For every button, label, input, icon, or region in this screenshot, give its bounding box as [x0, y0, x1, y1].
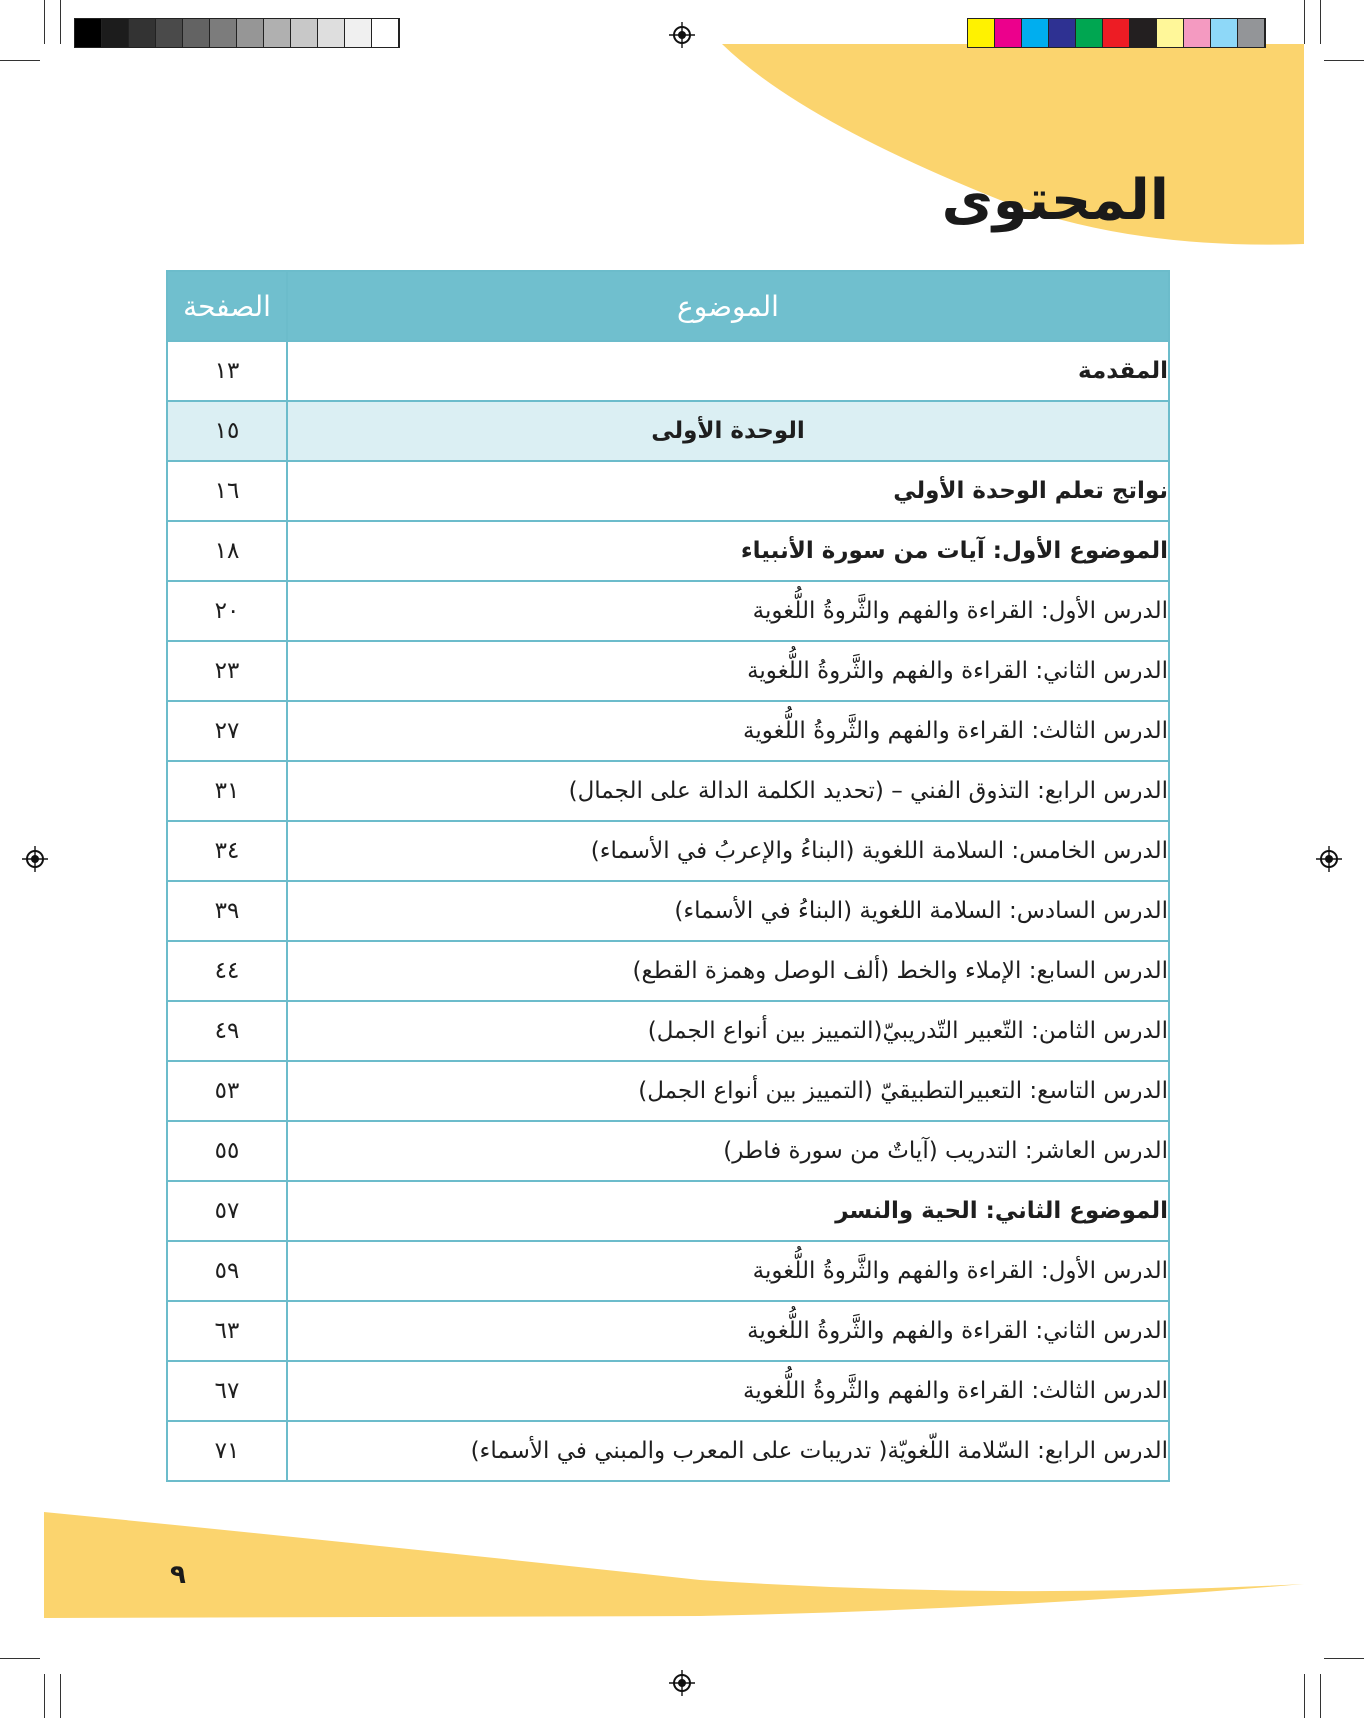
crop-mark — [44, 0, 45, 44]
header-topic: الموضوع — [287, 271, 1169, 341]
toc-topic: الدرس الأول: القراءة والفهم والثَّروةُ اللُّغوية — [287, 581, 1169, 641]
crop-mark — [0, 60, 40, 61]
toc-page-number: ٣٩ — [167, 881, 287, 941]
table-of-contents — [166, 270, 1170, 1482]
toc-page-number: ٤٤ — [167, 941, 287, 1001]
table-row — [167, 401, 1169, 461]
crop-mark — [1324, 60, 1364, 61]
crop-mark — [60, 1674, 61, 1718]
table-row — [167, 581, 1169, 641]
registration-mark-icon — [669, 1670, 695, 1696]
table-row — [167, 641, 1169, 701]
toc-topic: الدرس التاسع: التعبيرالتطبيقيّ (التمييز بين أنواع الجمل) — [287, 1061, 1169, 1121]
toc-topic: الدرس الأول: القراءة والفهم والثَّروةُ اللُّغوية — [287, 1241, 1169, 1301]
toc-topic: الدرس الرابع: التذوق الفني – (تحديد الكلمة الدالة على الجمال) — [287, 761, 1169, 821]
toc-topic: الوحدة الأولى — [287, 401, 1169, 461]
crop-mark — [0, 1658, 40, 1659]
crop-mark — [1304, 0, 1305, 44]
color-calibration-bar — [967, 18, 1266, 48]
table-header-row — [167, 271, 1169, 341]
table-row — [167, 341, 1169, 401]
toc-topic: الدرس السادس: السلامة اللغوية (البناءُ في الأسماء) — [287, 881, 1169, 941]
toc-page-number: ٥٧ — [167, 1181, 287, 1241]
crop-mark — [1320, 0, 1321, 44]
table-row — [167, 761, 1169, 821]
header-page: الصفحة — [167, 271, 287, 341]
toc-topic: الدرس الثامن: التّعبير التّدريبيّ(التمييز بين أنواع الجمل) — [287, 1001, 1169, 1061]
toc-page-number: ١٣ — [167, 341, 287, 401]
toc-topic: الدرس الخامس: السلامة اللغوية (البناءُ والإعربُ في الأسماء) — [287, 821, 1169, 881]
crop-mark — [1324, 1658, 1364, 1659]
toc-page-number: ٤٩ — [167, 1001, 287, 1061]
crop-mark — [1304, 1674, 1305, 1718]
crop-mark — [60, 0, 61, 44]
page-number: ٩ — [170, 1560, 186, 1590]
toc-topic: الموضوع الأول: آيات من سورة الأنبياء — [287, 521, 1169, 581]
toc-page-number: ٥٥ — [167, 1121, 287, 1181]
toc-body — [167, 341, 1169, 1481]
crop-mark — [1320, 1674, 1321, 1718]
toc-topic: الدرس السابع: الإملاء والخط (ألف الوصل وهمزة القطع) — [287, 941, 1169, 1001]
registration-mark-icon — [669, 22, 695, 48]
toc-topic: الدرس الرابع: السّلامة اللّغويّة( تدريبات على المعرب والمبني في الأسماء) — [287, 1421, 1169, 1481]
table-row — [167, 1421, 1169, 1481]
registration-mark-icon — [22, 846, 48, 872]
table-row — [167, 1241, 1169, 1301]
registration-mark-icon — [1316, 846, 1342, 872]
table-row — [167, 1361, 1169, 1421]
page-title: المحتوى — [941, 168, 1169, 233]
table-row — [167, 1061, 1169, 1121]
toc-page-number: ١٨ — [167, 521, 287, 581]
crop-mark — [44, 1674, 45, 1718]
table-row — [167, 521, 1169, 581]
toc-page-number: ٦٣ — [167, 1301, 287, 1361]
toc-page-number: ٣١ — [167, 761, 287, 821]
bottom-yellow-shape — [0, 1500, 1364, 1630]
toc-page-number: ٧١ — [167, 1421, 287, 1481]
toc-topic: المقدمة — [287, 341, 1169, 401]
toc-page-number: ٣٤ — [167, 821, 287, 881]
toc-topic: الدرس العاشر: التدريب (آياتٌ من سورة فاطر) — [287, 1121, 1169, 1181]
table-row — [167, 1181, 1169, 1241]
table-row — [167, 461, 1169, 521]
toc-topic: الموضوع الثاني: الحية والنسر — [287, 1181, 1169, 1241]
toc-page-number: ٢٣ — [167, 641, 287, 701]
grayscale-calibration-bar — [74, 18, 400, 48]
table-row — [167, 1121, 1169, 1181]
toc-page-number: ٥٣ — [167, 1061, 287, 1121]
toc-topic: الدرس الثاني: القراءة والفهم والثَّروةُ اللُّغوية — [287, 1301, 1169, 1361]
table-row — [167, 821, 1169, 881]
table-row — [167, 941, 1169, 1001]
toc-topic: الدرس الثاني: القراءة والفهم والثَّروةُ اللُّغوية — [287, 641, 1169, 701]
toc-topic: الدرس الثالث: القراءة والفهم والثَّروةُ اللُّغوية — [287, 701, 1169, 761]
toc-page-number: ٢٧ — [167, 701, 287, 761]
toc-page-number: ٦٧ — [167, 1361, 287, 1421]
toc-topic: نواتج تعلم الوحدة الأولي — [287, 461, 1169, 521]
toc-topic: الدرس الثالث: القراءة والفهم والثَّروةُ اللُّغوية — [287, 1361, 1169, 1421]
toc-page-number: ١٥ — [167, 401, 287, 461]
table-row — [167, 1301, 1169, 1361]
table-row — [167, 881, 1169, 941]
table-row — [167, 701, 1169, 761]
toc-page-number: ٢٠ — [167, 581, 287, 641]
toc-page-number: ٥٩ — [167, 1241, 287, 1301]
toc-page-number: ١٦ — [167, 461, 287, 521]
table-row — [167, 1001, 1169, 1061]
